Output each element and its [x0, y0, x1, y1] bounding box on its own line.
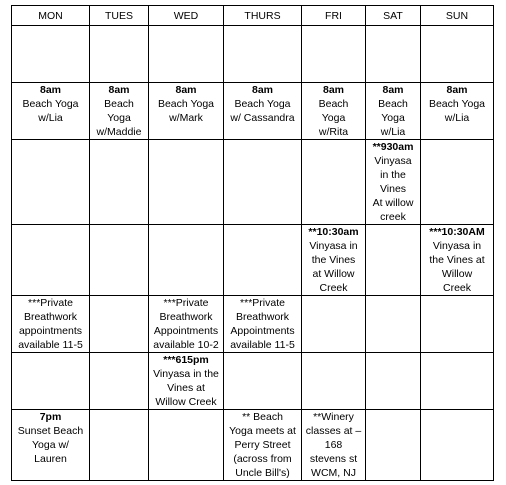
schedule-cell-sun: [421, 83, 494, 140]
class-time: 8am: [108, 84, 130, 96]
class-description-line: At willow: [372, 197, 414, 209]
class-time: **930am: [372, 141, 414, 153]
day-header-mon: MON: [12, 6, 90, 26]
schedule-cell-sun: [421, 140, 494, 225]
class-time: 8am: [382, 84, 404, 96]
class-description-line: Creek: [319, 282, 348, 294]
schedule-cell-fri: [302, 353, 366, 410]
class-description-line: WCM, NJ: [311, 467, 356, 479]
schedule-cell-sat: [366, 353, 421, 410]
schedule-cell-mon: [12, 140, 90, 225]
schedule-cell-fri: [302, 83, 366, 140]
class-description-line: ** Beach: [242, 411, 283, 423]
class-description-line: Beach Yoga: [428, 98, 486, 110]
class-description-line: Appointments: [230, 325, 295, 337]
day-header-thurs: THURS: [224, 6, 302, 26]
day-header-tues: TUES: [90, 6, 149, 26]
class-description-line: w/Maddie: [96, 126, 142, 138]
schedule-cell-thurs: [224, 353, 302, 410]
class-description-line: 168: [324, 439, 343, 451]
schedule-cell-sat: [366, 140, 421, 225]
class-description-line: in the: [380, 169, 406, 181]
schedule-cell-tues: [90, 296, 149, 353]
class-time: 8am: [39, 84, 61, 96]
schedule-row: [12, 140, 494, 225]
schedule-cell-wed: [149, 353, 224, 410]
class-time: ***10:30AM: [429, 226, 485, 238]
class-description-line: Beach Yoga: [157, 98, 215, 110]
class-description-line: available 11-5: [18, 339, 83, 351]
day-header-row: [12, 6, 494, 26]
schedule-row: [12, 353, 494, 410]
schedule-cell-mon: [12, 83, 90, 140]
weekly-schedule-table: [11, 5, 494, 481]
class-description-line: w/Rita: [318, 126, 349, 138]
schedule-row: [12, 225, 494, 296]
schedule-cell-thurs: [224, 26, 302, 83]
schedule-cell-fri: [302, 26, 366, 83]
schedule-cell-mon: [12, 410, 90, 481]
class-description-line: Beach Yoga: [22, 98, 79, 110]
class-description-line: classes at –: [305, 425, 362, 437]
class-description-line: the Vines: [311, 254, 356, 266]
schedule-cell-tues: [90, 26, 149, 83]
class-description-line: w/Lia: [380, 126, 406, 138]
schedule-cell-sat: [366, 26, 421, 83]
schedule-cell-sat: [366, 410, 421, 481]
class-time: 8am: [322, 84, 344, 96]
class-description-line: Creek: [442, 282, 471, 294]
schedule-cell-wed: [149, 296, 224, 353]
schedule-cell-thurs: [224, 83, 302, 140]
class-time: 8am: [175, 84, 197, 96]
day-header-fri: FRI: [302, 6, 366, 26]
schedule-cell-tues: [90, 83, 149, 140]
class-description-line: Vines: [379, 183, 407, 195]
class-description-line: Lauren: [34, 453, 67, 465]
class-description-line: Breathwork: [159, 311, 213, 323]
class-description-line: stevens st: [309, 453, 358, 465]
schedule-cell-thurs: [224, 410, 302, 481]
class-time: 8am: [446, 84, 468, 96]
schedule-cell-fri: [302, 410, 366, 481]
schedule-cell-sat: [366, 296, 421, 353]
class-description-line: the Vines at: [429, 254, 485, 266]
class-description-line: Uncle Bill's): [235, 467, 290, 479]
class-description-line: Perry Street: [234, 439, 291, 451]
class-description-line: (across from: [233, 453, 292, 465]
schedule-cell-thurs: [224, 140, 302, 225]
class-time: 8am: [251, 84, 273, 96]
schedule-cell-sun: [421, 353, 494, 410]
class-description-line: Beach Yoga: [234, 98, 291, 110]
class-description-line: Beach: [378, 98, 408, 110]
class-description-line: Yoga: [321, 112, 346, 124]
schedule-cell-fri: [302, 225, 366, 296]
schedule-cell-thurs: [224, 225, 302, 296]
class-description-line: Vinyasa in: [309, 240, 358, 252]
schedule-cell-tues: [90, 353, 149, 410]
schedule-cell-tues: [90, 225, 149, 296]
class-description-line: w/ Cassandra: [230, 112, 295, 124]
schedule-cell-sun: [421, 26, 494, 83]
class-description-line: Breathwork: [235, 311, 290, 323]
class-description-line: appointments: [18, 325, 83, 337]
class-description-line: ***Private: [163, 297, 209, 309]
class-time: 7pm: [39, 411, 62, 423]
schedule-cell-sun: [421, 296, 494, 353]
class-description-line: Vinyasa in the: [153, 368, 219, 380]
schedule-cell-fri: [302, 140, 366, 225]
class-description-line: w/Mark: [169, 112, 203, 124]
schedule-cell-thurs: [224, 296, 302, 353]
class-description-line: Yoga w/: [32, 439, 69, 451]
schedule-cell-sat: [366, 225, 421, 296]
schedule-cell-tues: [90, 410, 149, 481]
class-description-line: Vinyasa: [374, 155, 412, 167]
schedule-row: [12, 410, 494, 481]
class-description-line: w/Lia: [444, 112, 470, 124]
class-description-line: ***Private: [28, 297, 73, 309]
schedule-cell-wed: [149, 83, 224, 140]
schedule-cell-wed: [149, 26, 224, 83]
schedule-cell-wed: [149, 225, 224, 296]
class-description-line: Beach: [104, 98, 134, 110]
schedule-row: [12, 83, 494, 140]
class-description-line: available 11-5: [230, 339, 295, 351]
class-description-line: creek: [380, 211, 406, 223]
class-description-line: Sunset Beach: [17, 425, 84, 437]
day-header-sun: SUN: [421, 6, 494, 26]
schedule-cell-wed: [149, 410, 224, 481]
class-time: ***615pm: [163, 354, 209, 366]
schedule-cell-tues: [90, 140, 149, 225]
class-description-line: Appointments: [153, 325, 219, 337]
class-description-line: Beach: [318, 98, 349, 110]
class-description-line: Yoga: [381, 112, 405, 124]
class-description-line: Breathwork: [23, 311, 78, 323]
schedule-cell-wed: [149, 140, 224, 225]
class-description-line: ***Private: [240, 297, 285, 309]
class-description-line: Vines at: [167, 382, 205, 394]
schedule-cell-sun: [421, 410, 494, 481]
class-description-line: Yoga: [107, 112, 131, 124]
schedule-body: [12, 26, 494, 481]
schedule-cell-sun: [421, 225, 494, 296]
schedule-cell-mon: [12, 296, 90, 353]
class-description-line: **Winery: [313, 411, 354, 423]
class-description-line: Vinyasa in: [432, 240, 482, 252]
schedule-cell-mon: [12, 26, 90, 83]
day-header-wed: WED: [149, 6, 224, 26]
day-header-sat: SAT: [366, 6, 421, 26]
schedule-cell-sat: [366, 83, 421, 140]
schedule-row: [12, 296, 494, 353]
schedule-row: [12, 26, 494, 83]
class-description-line: available 10-2: [153, 339, 219, 351]
class-time: **10:30am: [308, 226, 359, 238]
class-description-line: Yoga meets at: [229, 425, 296, 437]
class-description-line: Willow Creek: [155, 396, 217, 408]
schedule-cell-mon: [12, 353, 90, 410]
class-description-line: at Willow: [312, 268, 355, 280]
schedule-cell-fri: [302, 296, 366, 353]
schedule-cell-mon: [12, 225, 90, 296]
class-description-line: Willow: [441, 268, 473, 280]
class-description-line: w/Lia: [38, 112, 63, 124]
